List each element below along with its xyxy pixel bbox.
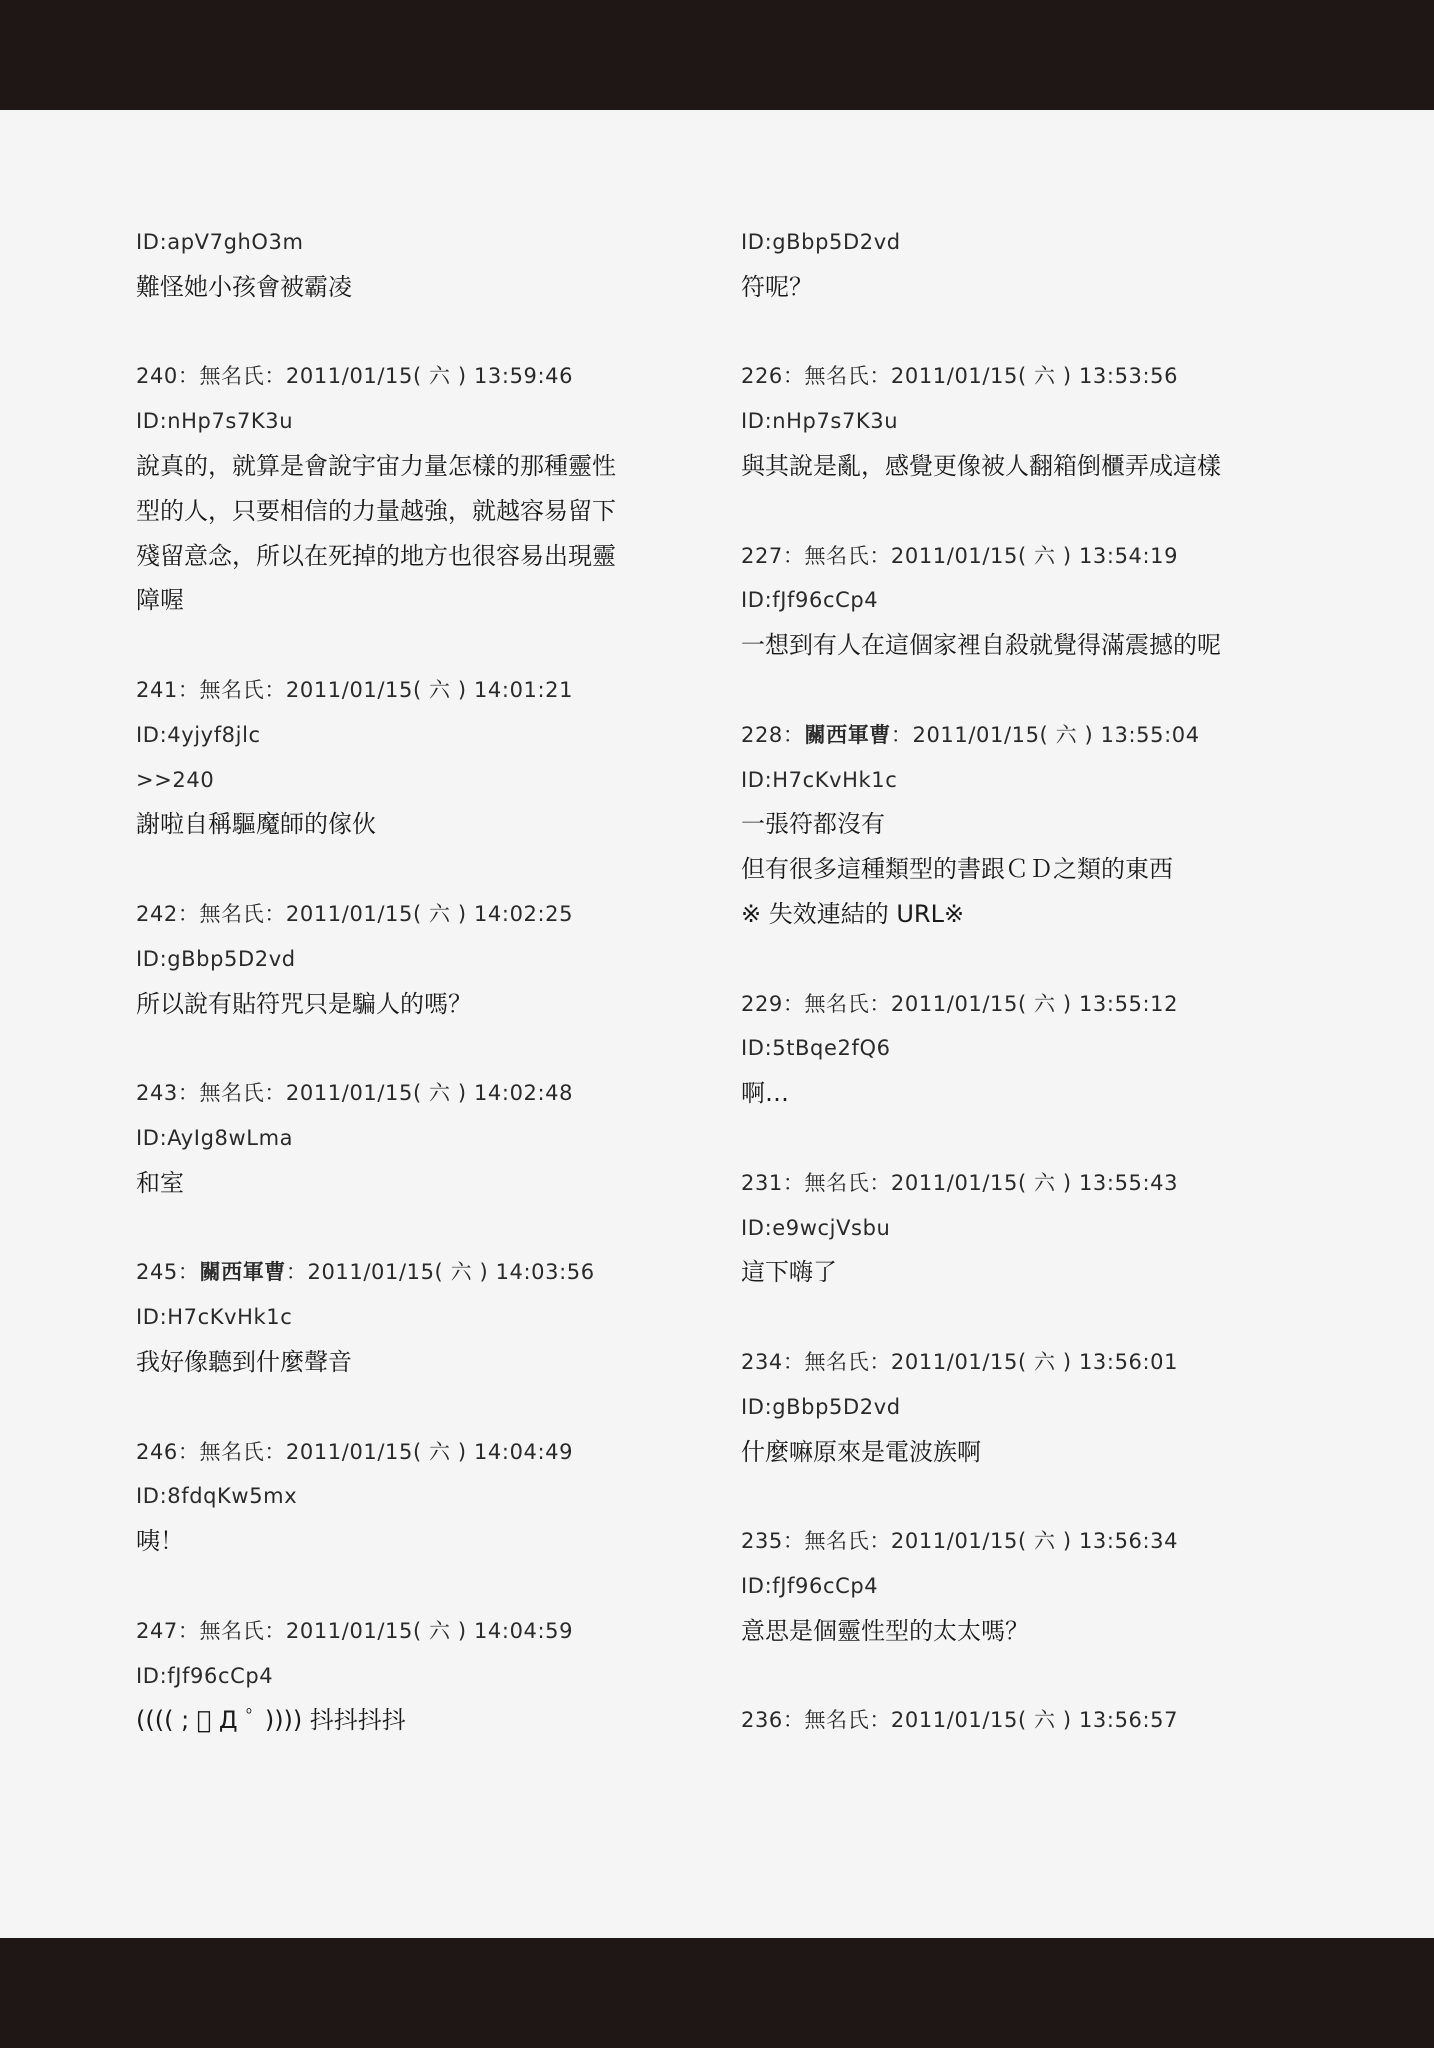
post: [136, 1430, 656, 1564]
post: [741, 1519, 1301, 1653]
post-gap: [741, 310, 1301, 355]
post-id: ID:H7cKvHk1c: [741, 767, 898, 792]
post-body-line: 所以說有貼符咒只是騙人的嗎？: [136, 989, 472, 1018]
post-header: 228：關西軍曹：2011/01/15( 六 ) 13:55:04: [741, 722, 1200, 747]
post-author: 無名氏: [199, 1618, 265, 1643]
post-gap: [741, 937, 1301, 982]
post-body-line: 啊…: [741, 1079, 789, 1108]
post: [136, 668, 656, 847]
post-body-line: 說真的，就算是會說宇宙力量怎樣的那種靈性: [136, 451, 616, 480]
post-number: 240: [136, 364, 178, 389]
post-body-line: 型的人，只要相信的力量越強，就越容易留下: [136, 496, 616, 525]
post-id: ID:gBbp5D2vd: [741, 1394, 901, 1419]
post-date: 2011/01/15( 六 ) 13:54:19: [890, 543, 1179, 568]
post-date: 2011/01/15( 六 ) 14:03:56: [307, 1260, 595, 1285]
top-band: [0, 0, 1434, 110]
post-date: 2011/01/15( 六 ) 13:59:46: [285, 364, 574, 389]
column-left: [136, 220, 656, 1743]
post-body-line: 謝啦自稱驅魔師的傢伙: [136, 810, 376, 839]
post-header: 226：無名氏：2011/01/15( 六 ) 13:53:56: [741, 364, 1179, 389]
post-date: 2011/01/15( 六 ) 14:04:49: [285, 1439, 574, 1464]
post-body-line: 一想到有人在這個家裡自殺就覺得滿震撼的呢: [741, 631, 1221, 660]
post-gap: [136, 623, 656, 668]
post-number: 236: [741, 1708, 783, 1733]
post-body-line: 殘留意念，所以在死掉的地方也很容易出現靈: [136, 541, 616, 570]
column-right: [741, 220, 1301, 1743]
post-reply: >>240: [136, 767, 215, 792]
post-number: 229: [741, 991, 783, 1016]
post-header: 243：無名氏：2011/01/15( 六 ) 14:02:48: [136, 1081, 574, 1106]
post-number: 234: [741, 1349, 783, 1374]
post-body-line: 障喔: [136, 586, 184, 615]
post-gap: [741, 668, 1301, 713]
post-id: ID:H7cKvHk1c: [136, 1305, 293, 1330]
post-date: 2011/01/15( 六 ) 13:55:12: [890, 991, 1179, 1016]
post: [741, 713, 1301, 937]
post-body-line: 但有很多這種類型的書跟ＣＤ之類的東西: [741, 855, 1173, 884]
post-id: ID:apV7ghO3m: [136, 230, 304, 254]
post-date: 2011/01/15( 六 ) 13:56:01: [890, 1349, 1179, 1374]
post-body-line: 什麼嘛原來是電波族啊: [741, 1437, 981, 1466]
post-author: 無名氏: [804, 364, 870, 389]
post-id: ID:gBbp5D2vd: [136, 946, 296, 971]
post-body-line: 意思是個靈性型的太太嗎？: [741, 1616, 1029, 1645]
post-gap: [741, 1654, 1301, 1699]
post-body-line: 符呢？: [741, 272, 813, 301]
post-id: ID:gBbp5D2vd: [741, 230, 901, 254]
post-body-line: 與其說是亂，感覺更像被人翻箱倒櫃弄成這樣: [741, 451, 1221, 480]
post-date: 2011/01/15( 六 ) 14:04:59: [285, 1618, 574, 1643]
post: [136, 220, 656, 310]
post-gap: [136, 1026, 656, 1071]
post-number: 241: [136, 677, 178, 702]
post-gap: [136, 1564, 656, 1609]
post-header: 235：無名氏：2011/01/15( 六 ) 13:56:34: [741, 1529, 1179, 1554]
post: [741, 354, 1301, 488]
post: [136, 892, 656, 1026]
post-header: 236：無名氏：2011/01/15( 六 ) 13:56:57: [741, 1708, 1179, 1733]
post-id: ID:AyIg8wLma: [136, 1125, 294, 1150]
post-header: 242：無名氏：2011/01/15( 六 ) 14:02:25: [136, 901, 574, 926]
post-date: 2011/01/15( 六 ) 13:56:34: [890, 1529, 1179, 1554]
post: [136, 1609, 656, 1743]
post: [136, 1250, 656, 1384]
post-number: 231: [741, 1170, 783, 1195]
post-body-line: 一張符都沒有: [741, 810, 885, 839]
post-id: ID:e9wcjVsbu: [741, 1215, 891, 1240]
post-author: 無名氏: [804, 543, 870, 568]
post-gap: [741, 1295, 1301, 1340]
bottom-band: [0, 1938, 1434, 2048]
post-date: 2011/01/15( 六 ) 14:02:25: [285, 901, 574, 926]
post-number: 246: [136, 1439, 178, 1464]
post: [741, 1161, 1301, 1295]
post-number: 226: [741, 364, 783, 389]
post-header: 229：無名氏：2011/01/15( 六 ) 13:55:12: [741, 991, 1179, 1016]
post-body-line: (((( ; ﾟ Д ﾟ )))) 抖抖抖抖: [136, 1706, 406, 1735]
post-gap: [136, 847, 656, 892]
post-date: 2011/01/15( 六 ) 13:56:57: [890, 1708, 1179, 1733]
post-author: 無名氏: [199, 364, 265, 389]
post-author: 無名氏: [199, 1439, 265, 1464]
post-body-line: 這下嗨了: [741, 1258, 837, 1287]
post-header: 246：無名氏：2011/01/15( 六 ) 14:04:49: [136, 1439, 574, 1464]
post-number: 227: [741, 543, 783, 568]
post-date: 2011/01/15( 六 ) 14:02:48: [285, 1081, 574, 1106]
post-date: 2011/01/15( 六 ) 13:55:04: [912, 722, 1200, 747]
post-gap: [741, 1474, 1301, 1519]
post: [741, 220, 1301, 310]
post-author: 無名氏: [804, 1708, 870, 1733]
post-header: 247：無名氏：2011/01/15( 六 ) 14:04:59: [136, 1618, 574, 1643]
post-header: 234：無名氏：2011/01/15( 六 ) 13:56:01: [741, 1349, 1179, 1374]
post-body-line: 和室: [136, 1168, 184, 1197]
post: [741, 534, 1301, 668]
post-author: 無名氏: [199, 677, 265, 702]
post-gap: [741, 489, 1301, 534]
post-id: ID:fJf96cCp4: [741, 1573, 879, 1598]
post-author: 無名氏: [199, 1081, 265, 1106]
post-id: ID:8fdqKw5mx: [136, 1484, 298, 1509]
post-id: ID:nHp7s7K3u: [741, 409, 899, 434]
post-header: 227：無名氏：2011/01/15( 六 ) 13:54:19: [741, 543, 1179, 568]
post-date: 2011/01/15( 六 ) 13:55:43: [890, 1170, 1179, 1195]
post-body-line: ※ 失效連結的 URL※: [741, 899, 965, 928]
post-body-line: 我好像聽到什麼聲音: [136, 1347, 352, 1376]
post-date: 2011/01/15( 六 ) 13:53:56: [890, 364, 1179, 389]
post-gap: [741, 1116, 1301, 1161]
post-author: 無名氏: [804, 1170, 870, 1195]
post-author: 關西軍曹: [804, 722, 891, 747]
post-body-line: 難怪她小孩會被霸凌: [136, 272, 352, 301]
post-gap: [136, 310, 656, 355]
post-number: 228: [741, 722, 783, 747]
post-id: ID:5tBqe2fQ6: [741, 1036, 891, 1061]
post-author: 無名氏: [804, 1349, 870, 1374]
post-body-line: 咦！: [136, 1527, 184, 1556]
post-number: 243: [136, 1081, 178, 1106]
post-id: ID:nHp7s7K3u: [136, 409, 294, 434]
post-number: 247: [136, 1618, 178, 1643]
post-author: 無名氏: [804, 1529, 870, 1554]
post-number: 245: [136, 1260, 178, 1285]
post-number: 235: [741, 1529, 783, 1554]
post-gap: [136, 1385, 656, 1430]
post-author: 關西軍曹: [199, 1260, 286, 1285]
post-id: ID:fJf96cCp4: [136, 1663, 274, 1688]
post-header: 231：無名氏：2011/01/15( 六 ) 13:55:43: [741, 1170, 1179, 1195]
post: [741, 1698, 1301, 1743]
post-header: 240：無名氏：2011/01/15( 六 ) 13:59:46: [136, 364, 574, 389]
post-id: ID:4yjyf8jlc: [136, 722, 261, 747]
post-author: 無名氏: [199, 901, 265, 926]
post-author: 無名氏: [804, 991, 870, 1016]
post-gap: [136, 1206, 656, 1251]
post: [741, 982, 1301, 1116]
post: [136, 1071, 656, 1205]
post: [741, 1340, 1301, 1474]
post-number: 242: [136, 901, 178, 926]
post-id: ID:fJf96cCp4: [741, 588, 879, 613]
post: [136, 354, 656, 623]
post-date: 2011/01/15( 六 ) 14:01:21: [285, 677, 574, 702]
post-header: 241：無名氏：2011/01/15( 六 ) 14:01:21: [136, 677, 574, 702]
post-header: 245：關西軍曹：2011/01/15( 六 ) 14:03:56: [136, 1260, 595, 1285]
